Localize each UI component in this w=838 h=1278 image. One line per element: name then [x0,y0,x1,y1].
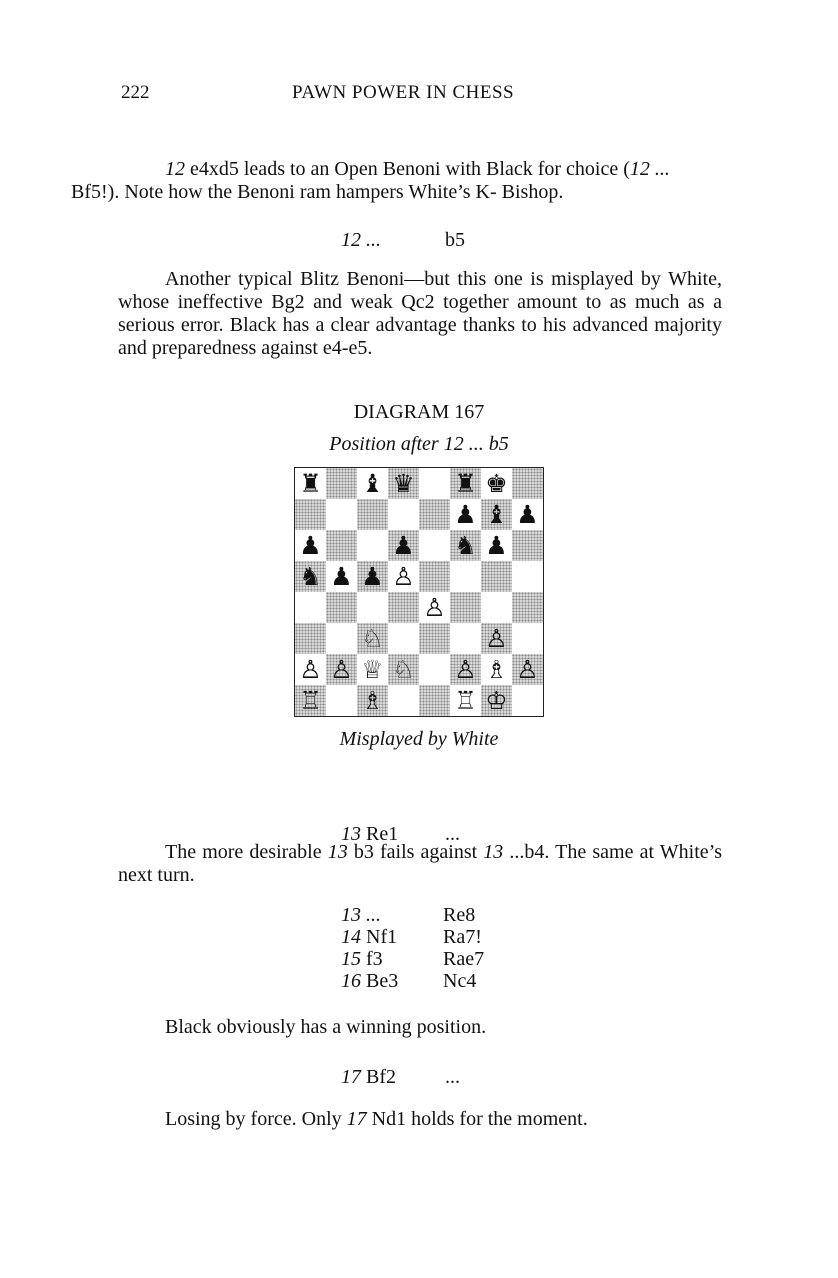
board-square [419,592,450,623]
board-square [481,530,512,561]
chess-piece: ♙ [330,655,353,684]
board-square [419,468,450,499]
chess-piece: ♝ [361,469,384,498]
white-move: Be3 [361,970,399,992]
board-square [419,685,450,716]
move-table-white [341,970,398,992]
board-square [419,623,450,654]
move-table-white [341,926,397,948]
board-square [481,592,512,623]
board-square [326,468,357,499]
move-17-dots: ... [445,1066,460,1088]
board-square [388,592,419,623]
chess-piece: ♜ [454,469,477,498]
board-square [419,499,450,530]
board-square [419,530,450,561]
move-12-number: 12 ... [341,229,381,251]
board-square [326,685,357,716]
board-square [450,530,481,561]
board-square [357,530,388,561]
chess-piece: ♟ [361,562,384,591]
move-number: 16 [341,970,361,992]
board-square [326,499,357,530]
board-square [295,592,326,623]
chess-board [294,467,544,717]
board-square [419,561,450,592]
chess-piece: ♘ [361,624,384,653]
board-square [450,654,481,685]
board-square [450,623,481,654]
board-square [512,468,543,499]
board-square [388,561,419,592]
move-table-white [341,904,381,926]
diagram-caption: Misplayed by White [339,728,499,750]
chess-piece: ♟ [516,500,539,529]
diagram-title: DIAGRAM 167 [353,401,485,423]
page-number: 222 [121,82,150,103]
chess-piece: ♟ [485,531,508,560]
move-table-white [341,948,383,970]
diagram-subtitle: Position after 12 ... b5 [329,433,509,455]
move-number: 12 [165,158,185,180]
chess-piece: ♗ [485,655,508,684]
chess-piece: ♖ [454,686,477,715]
chess-piece: ♝ [485,500,508,529]
chess-piece: ♟ [454,500,477,529]
black-move: Re8 [443,904,476,926]
chess-piece: ♙ [392,562,415,591]
board-square [357,468,388,499]
running-title: PAWN POWER IN CHESS [292,82,515,103]
chess-piece: ♟ [299,531,322,560]
move-13: 13 Re1 [341,823,399,845]
paragraph-b3: The more desirable 13 b3 fails against 13 ...b4. The same at White’s next turn. [118,841,722,886]
paragraph-text: e4xd5 leads to an Open Benoni with Black for choice ( [185,158,630,180]
board-square [450,561,481,592]
black-move: Ra7! [443,926,482,948]
chess-piece: ♙ [516,655,539,684]
paragraph-text: Bf5!). Note how the Benoni ram hampers White’s K- Bishop. [71,181,564,203]
board-square [357,623,388,654]
board-square [481,499,512,530]
board-square [357,592,388,623]
board-square [388,623,419,654]
move-12-black: b5 [445,229,465,251]
board-square [295,530,326,561]
board-square [450,592,481,623]
board-square [357,654,388,685]
chess-piece: ♔ [485,686,508,715]
board-square [357,685,388,716]
chess-piece: ♟ [330,562,353,591]
board-square [326,654,357,685]
board-square [512,592,543,623]
board-square [326,592,357,623]
board-square [295,468,326,499]
board-square [326,561,357,592]
board-square [481,623,512,654]
board-square [512,654,543,685]
move-number: 12 ... [629,158,670,180]
move-number: 14 [341,926,361,948]
paragraph-intro [71,158,722,204]
chess-piece: ♚ [485,469,508,498]
board-square [388,468,419,499]
chess-piece: ♕ [361,655,384,684]
board-square [326,530,357,561]
chess-piece: ♛ [392,469,415,498]
move-table [341,904,561,996]
chess-piece: ♞ [299,562,322,591]
board-square [481,561,512,592]
board-square [419,654,450,685]
board-square [295,623,326,654]
black-move: Rae7 [443,948,485,970]
chess-piece: ♜ [299,469,322,498]
chess-piece: ♘ [392,655,415,684]
board-square [450,468,481,499]
paragraph-blitz-benoni: Another typical Blitz Benoni—but this one is misplayed by White, whose ineffective Bg2 and weak Qc2 together amount to as much as a serious error. Black has a clear advantage thanks to his advanced majority and preparedness against e4-e5. [118,268,722,359]
move-17: 17 Bf2 [341,1066,396,1088]
chess-piece: ♞ [454,531,477,560]
board-square [295,654,326,685]
chess-piece: ♙ [485,624,508,653]
board-square [450,685,481,716]
board-square [481,685,512,716]
move-number: 13 ... [341,904,381,926]
move-13-dots: ... [445,823,460,845]
white-move: Nf1 [361,926,398,948]
chess-piece: ♟ [392,531,415,560]
board-square [481,468,512,499]
chess-piece: ♖ [299,686,322,715]
board-square [512,685,543,716]
board-square [357,561,388,592]
board-square [295,561,326,592]
board-square [388,530,419,561]
white-move: f3 [361,948,383,970]
board-square [512,623,543,654]
board-square [512,561,543,592]
board-square [481,654,512,685]
board-square [388,499,419,530]
chess-piece: ♙ [454,655,477,684]
move-number: 15 [341,948,361,970]
board-square [450,499,481,530]
board-square [388,654,419,685]
board-square [295,499,326,530]
board-square [357,499,388,530]
chess-piece: ♙ [423,593,446,622]
paragraph-winning: Black obviously has a winning position. [165,1016,487,1038]
chess-piece: ♙ [299,655,322,684]
board-square [295,685,326,716]
board-square [512,499,543,530]
chess-piece: ♗ [361,686,384,715]
board-square [388,685,419,716]
black-move: Nc4 [443,970,477,992]
board-square [512,530,543,561]
paragraph-losing: Losing by force. Only 17 Nd1 holds for the moment. [165,1108,588,1130]
board-square [326,623,357,654]
